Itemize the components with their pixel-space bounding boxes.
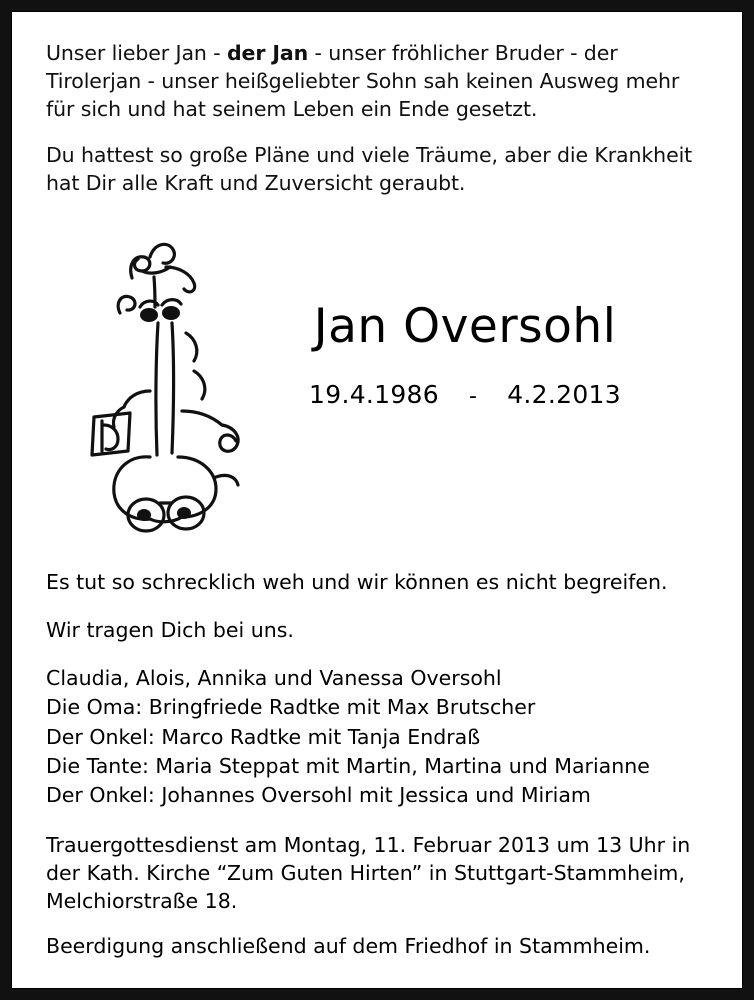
lower-text-block: [46, 569, 708, 961]
date-of-death: 4.2.2013: [507, 380, 621, 410]
grief-line: Es tut so schrecklich weh und wir können es nicht begreifen.: [46, 570, 668, 595]
date-of-birth: 19.4.1986: [309, 380, 439, 410]
obituary-notice-body: [11, 11, 743, 989]
burial-details: Beerdigung anschließend auf dem Friedhof in Stammheim.: [46, 934, 651, 959]
intro-text-after-bold: - unser fröhlicher Bruder - der Tirolerjan - unser heißgeliebter Sohn sah keinen Ausweg mehr für sich und hat seinem Leben ein Ende gesetzt.: [46, 41, 680, 121]
intro-text-before-bold: Unser lieber Jan -: [46, 41, 227, 65]
list-item: Der Onkel: Johannes Oversohl mit Jessica und Miriam: [46, 782, 591, 807]
list-item: Die Oma: Bringfriede Radtke mit Max Brutscher: [46, 695, 536, 720]
service-details: Trauergottesdienst am Montag, 11. Februar 2013 um 13 Uhr in der Kath. Kirche “Zum Guten Hirten” in Stuttgart-Stammheim, Melchiorstraße 18.: [46, 832, 691, 913]
date-separator: -: [468, 384, 478, 410]
list-item: Claudia, Alois, Annika und Vanessa Oversohl: [46, 666, 502, 691]
second-paragraph: Du hattest so große Pläne und viele Träume, aber die Krankheit hat Dir alle Kraft und Zuversicht geraubt.: [46, 142, 693, 195]
carry-line: Wir tragen Dich bei uns.: [46, 617, 294, 642]
deceased-name-block: [250, 299, 680, 410]
intro-paragraph: [46, 40, 708, 124]
intro-text-bold: der Jan: [226, 41, 309, 65]
list-item: Der Onkel: Marco Radtke mit Tanja Endraß: [46, 724, 481, 749]
list-item: Die Tante: Maria Steppat mit Martin, Martina und Marianne: [46, 753, 650, 778]
drawing-and-name-block: [46, 215, 708, 565]
deceased-name: Jan Oversohl: [313, 299, 617, 355]
child-drawing-illustration: [54, 215, 274, 545]
life-dates: [250, 380, 680, 409]
family-list: [46, 664, 708, 810]
